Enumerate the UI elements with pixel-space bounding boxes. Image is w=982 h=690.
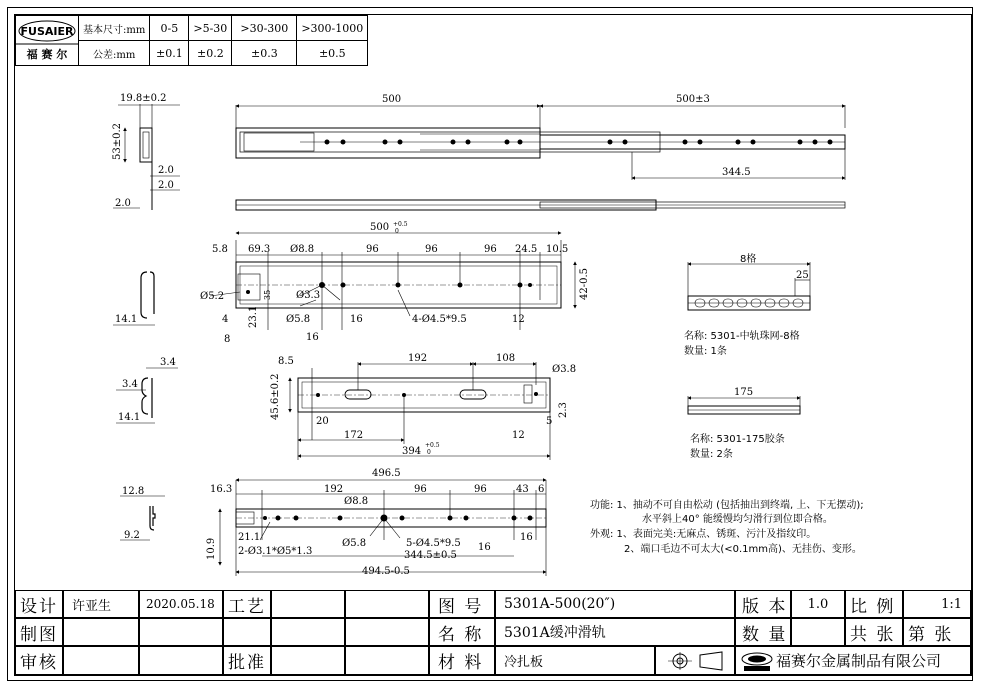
middle-dim-12: 12 — [512, 430, 525, 441]
total-sheets-label: 共 张 — [845, 618, 903, 646]
outer-dim-slots: 4-Ø4.5*9.5 — [412, 314, 467, 325]
dim-500: 500 — [382, 94, 402, 105]
outer-dim-24-5: 24.5 — [515, 244, 538, 255]
range-2: >30-300 — [232, 16, 297, 41]
inner-dim-16b: 16 — [520, 532, 533, 543]
inner-profile-p1: 12.8 — [122, 486, 145, 497]
approver-name — [271, 646, 345, 675]
tolerance-2: ±0.3 — [232, 41, 297, 66]
middle-dim-5: 5 — [546, 416, 553, 427]
middle-profile-p3: 14.1 — [118, 412, 141, 423]
outer-dim-69-3: 69.3 — [248, 244, 271, 255]
range-1: >5-30 — [189, 16, 232, 41]
outer-dim-phi3-3: Ø3.3 — [296, 290, 321, 301]
tolerance-label: 公差:mm — [79, 41, 150, 66]
company-name: 福赛尔金属制品有限公司 — [776, 652, 942, 670]
inner-dim-96a: 96 — [414, 484, 427, 495]
version-label: 版 本 — [735, 590, 791, 618]
range-3: >300-1000 — [297, 16, 368, 41]
outer-dim-96a: 96 — [366, 244, 379, 255]
outer-rail-holes — [246, 282, 532, 294]
basic-size-label: 基本尺寸:mm — [79, 16, 150, 41]
qty-label: 数 量 — [735, 618, 791, 646]
dim-2-0b: 2.0 — [158, 180, 174, 191]
design-date: 2020.05.18 — [139, 590, 223, 618]
scale-label: 比 例 — [845, 590, 903, 618]
cage-qty: 数量: 1条 — [684, 346, 727, 357]
outer-dim-16b: 16 — [306, 332, 319, 343]
outer-dim-35: 35 — [263, 289, 272, 300]
dim-19-8: 19.8±0.2 — [120, 93, 167, 104]
outer-profile-dim: 14.1 — [115, 314, 138, 325]
inner-dim-43: 43 — [516, 484, 529, 495]
logo-text: FUSAIER — [20, 25, 74, 38]
inner-dim-494-5: 494.5-0.5 — [362, 566, 410, 577]
process-label: 工艺 — [223, 590, 271, 618]
inner-dim-344-5: 344.5±0.5 — [404, 550, 457, 561]
assembly-top-view — [236, 200, 845, 210]
designer-name: 许亚生 — [63, 590, 139, 618]
inner-dim-slots: 5-Ø4.5*9.5 — [406, 538, 461, 549]
blank-cell-r1 — [345, 590, 429, 618]
company-logo-small-icon — [740, 650, 774, 672]
middle-tol-up: +0.5 — [425, 442, 440, 449]
end-view-assembly — [113, 104, 180, 210]
cage-name: 名称: 5301-中轨珠网-8格 — [684, 331, 800, 342]
outer-dim-16a: 16 — [350, 314, 363, 325]
inner-dim-192: 192 — [324, 484, 344, 495]
middle-dim-108: 108 — [496, 353, 516, 364]
inner-dim-21-1: 21.1 — [238, 532, 261, 543]
outer-tol-dn: 0 — [395, 228, 399, 235]
middle-tol-dn: 0 — [427, 449, 431, 456]
outer-dim-12: 12 — [512, 314, 525, 325]
middle-dim-394: 394 — [402, 446, 422, 457]
inner-dim-6: 6 — [538, 484, 545, 495]
cage-dim-top: 8格 — [740, 254, 757, 265]
outer-dim-96c: 96 — [484, 244, 497, 255]
strip-name: 名称: 5301-175胶条 — [690, 434, 785, 445]
drawing-no: 5301A-500(20″) — [495, 590, 735, 618]
rubber-strip-drawing — [688, 396, 800, 414]
inner-dim-10-9: 10.9 — [206, 537, 217, 560]
middle-dim-phi3-8: Ø3.8 — [552, 364, 577, 375]
outer-dim-96b: 96 — [425, 244, 438, 255]
drawing-no-label: 图 号 — [429, 590, 495, 618]
material-label: 材 料 — [429, 646, 495, 675]
draw-label: 制图 — [15, 618, 63, 646]
outer-dim-phi8-8: Ø8.8 — [290, 244, 315, 255]
tolerance-0: ±0.1 — [150, 41, 189, 66]
blank-cell-r3 — [345, 646, 429, 675]
outer-total-dim: 500 — [370, 222, 390, 233]
inner-dim-16a: 16 — [478, 542, 491, 553]
middle-dim-20: 20 — [316, 416, 329, 427]
logo-cn: 福 赛 尔 — [26, 48, 68, 61]
approve-label: 批准 — [223, 646, 271, 675]
middle-rail-holes — [316, 392, 538, 397]
middle-profile-p1: 3.4 — [160, 357, 176, 368]
drawer-name — [63, 618, 139, 646]
blank-cell-r2c — [345, 618, 429, 646]
reviewer-name — [63, 646, 139, 675]
sheet-number-label: 第 张 — [903, 618, 971, 646]
note-line-1: 功能: 1、抽动不可自由松动 (包括抽出到终端, 上、下无摆动); — [590, 500, 864, 511]
outer-dim-height: 42-0.5 — [579, 267, 590, 300]
review-date — [139, 646, 223, 675]
name-label: 名 称 — [429, 618, 495, 646]
outer-dim-5-8: 5.8 — [212, 244, 228, 255]
inner-dim-phi5-8: Ø5.8 — [342, 538, 367, 549]
projection-symbol-icon — [655, 646, 735, 675]
middle-dim-2-3: 2.3 — [558, 402, 569, 418]
inner-dim-96b: 96 — [474, 484, 487, 495]
dim-53: 53±0.2 — [112, 122, 123, 160]
design-label: 设计 — [15, 590, 63, 618]
outer-dim-phi5-8: Ø5.8 — [286, 314, 311, 325]
outer-dim-4: 4 — [222, 314, 229, 325]
draw-date — [139, 618, 223, 646]
scale-value: 1:1 — [903, 590, 971, 618]
note-line-2: 水平斜上40° 能缓慢均匀滑行到位即合格。 — [642, 514, 833, 525]
dim-2-0a: 2.0 — [158, 165, 174, 176]
strip-dim: 175 — [734, 387, 754, 398]
middle-dim-height: 45.6±0.2 — [270, 373, 281, 420]
title-block — [15, 590, 971, 675]
tolerance-3: ±0.5 — [297, 41, 368, 66]
ball-cage-drawing — [688, 262, 810, 310]
blank-cell-r2a — [223, 618, 271, 646]
outer-dim-10-5: 10.5 — [546, 244, 569, 255]
outer-tol-up: +0.5 — [393, 221, 408, 228]
material-value: 冷扎板 — [495, 646, 655, 675]
range-0: 0-5 — [150, 16, 189, 41]
inner-profile-p2: 9.2 — [124, 530, 140, 541]
middle-dim-172: 172 — [344, 430, 364, 441]
middle-profile-p2: 3.4 — [122, 379, 138, 390]
company-cell — [735, 646, 971, 675]
outer-dim-phi5-2: Ø5.2 — [200, 291, 225, 302]
inner-dim-16-3: 16.3 — [210, 484, 233, 495]
inner-total-dim: 496.5 — [372, 468, 401, 479]
dim-2-0c: 2.0 — [115, 198, 131, 209]
qty-value — [791, 618, 845, 646]
tolerance-1: ±0.2 — [189, 41, 232, 66]
middle-dim-192: 192 — [408, 353, 428, 364]
note-line-4: 2、端口毛边不可太大(<0.1mm高)、无挂伤、变形。 — [624, 544, 862, 555]
dim-500-3: 500±3 — [676, 94, 710, 105]
inner-dim-phi8-8: Ø8.8 — [344, 496, 369, 507]
version-value: 1.0 — [791, 590, 845, 618]
process-value — [271, 590, 345, 618]
inner-dim-holes: 2-Ø3.1*Ø5*1.3 — [238, 546, 313, 557]
blank-cell-r2b — [271, 618, 345, 646]
outer-dim-8: 8 — [224, 334, 231, 345]
inner-rail-view — [220, 480, 546, 576]
review-label: 审核 — [15, 646, 63, 675]
middle-dim-8-5: 8.5 — [278, 356, 294, 367]
note-line-3: 外观: 1、表面完美:无麻点、锈斑、污汁及指纹印。 — [590, 529, 817, 540]
cage-dim-25: 25 — [796, 270, 809, 281]
strip-qty: 数量: 2条 — [690, 449, 733, 460]
outer-dim-23-1: 23.1 — [248, 305, 259, 328]
dim-344-5: 344.5 — [722, 167, 751, 178]
part-name: 5301A缓冲滑轨 — [495, 618, 735, 646]
